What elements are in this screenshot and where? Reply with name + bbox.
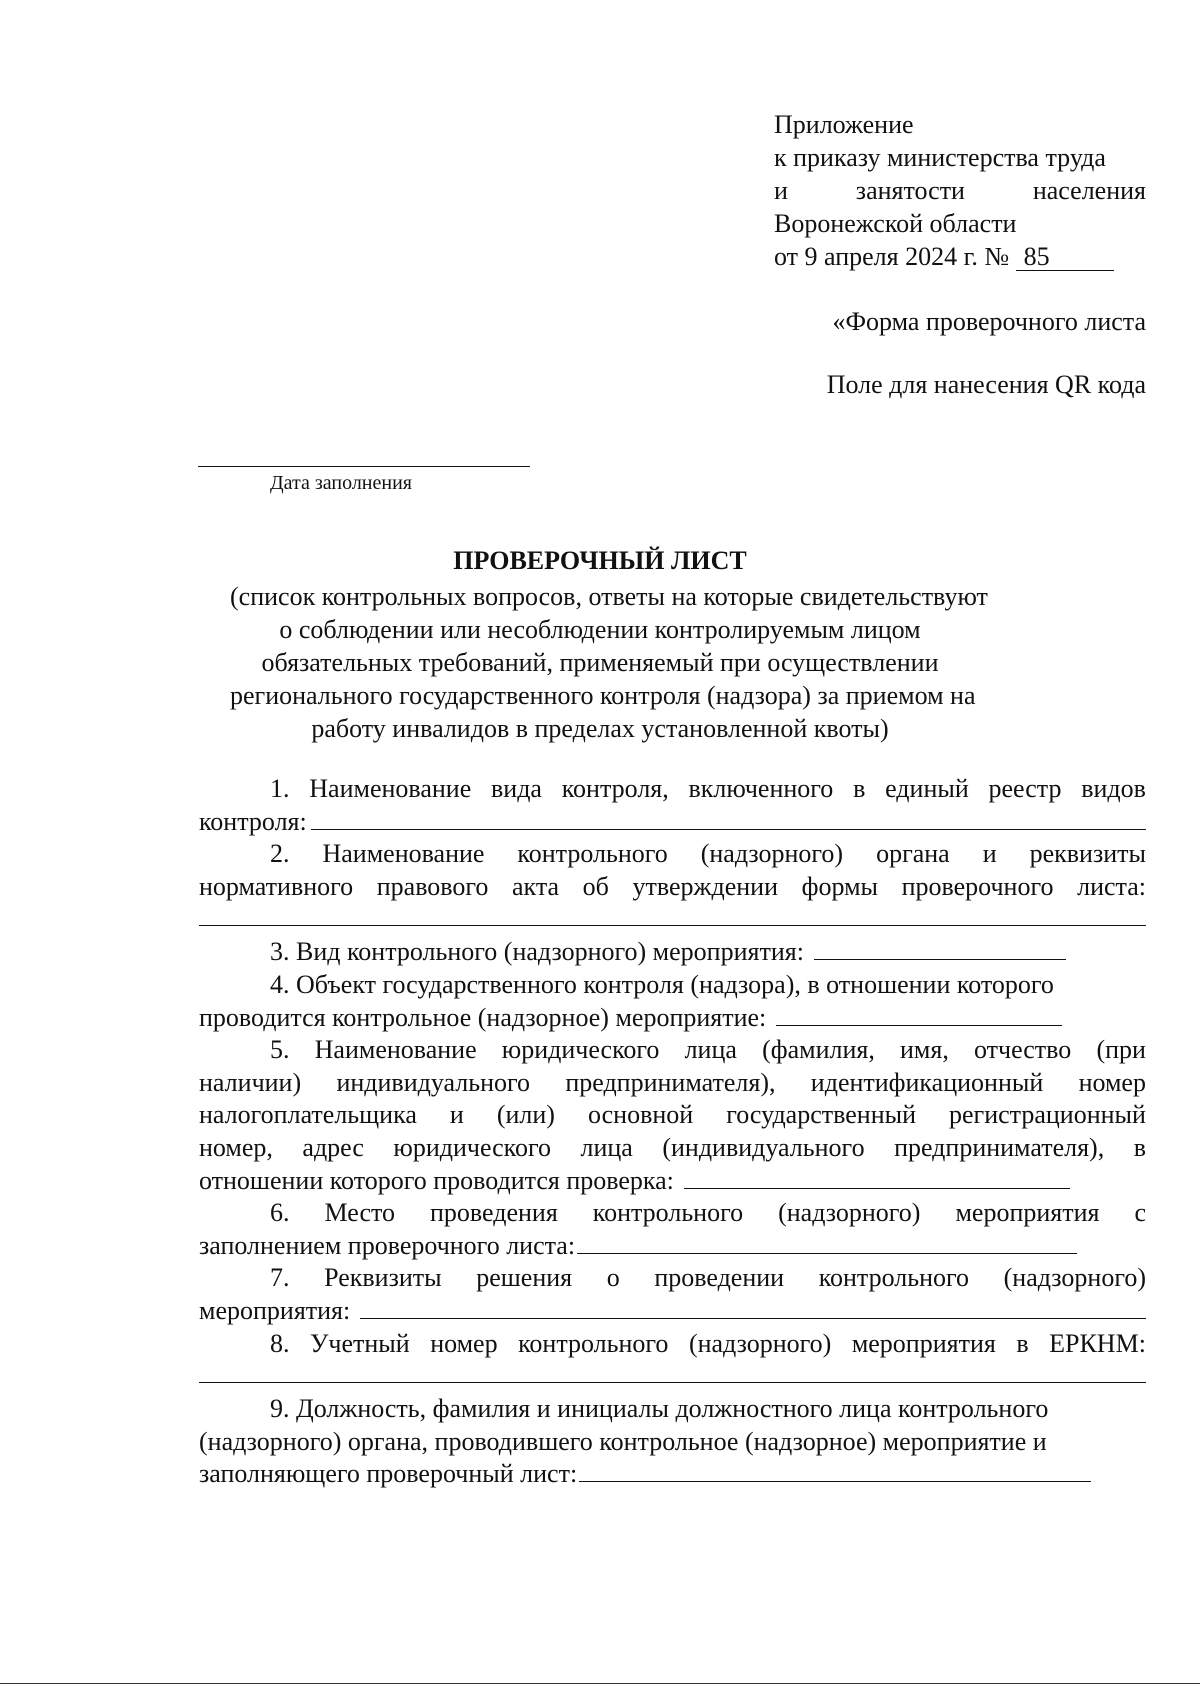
- word: Учетный: [310, 1328, 410, 1358]
- word: листа:: [1077, 871, 1146, 901]
- word: юридического: [501, 1035, 660, 1065]
- item-1-label: контроля:: [199, 806, 307, 836]
- date-label: Дата заполнения: [270, 472, 412, 494]
- order-number: 85: [1016, 244, 1114, 271]
- item-1: [199, 773, 1146, 838]
- word: контрольного: [518, 1328, 669, 1358]
- item-5-line-5: [199, 1165, 1146, 1198]
- word: проведения: [430, 1198, 558, 1228]
- word: отчество: [973, 1035, 1072, 1065]
- word: адрес: [302, 1132, 364, 1162]
- document-subtitle: [230, 580, 988, 745]
- item-6-label: заполнением проверочного листа:: [199, 1230, 576, 1260]
- word: мероприятия: [955, 1198, 1100, 1228]
- document-body: [199, 773, 1146, 1491]
- word: Место: [324, 1198, 396, 1228]
- item-5-line-2: [199, 1067, 1146, 1100]
- word: 5.: [270, 1035, 290, 1065]
- word: включенного: [688, 774, 834, 803]
- item-4: [199, 969, 1146, 1034]
- word: лица: [580, 1132, 633, 1162]
- word: 2.: [270, 839, 290, 869]
- subtitle-line: регионального государственного контроля (надзора) за приемом на: [230, 681, 976, 710]
- word: идентификационный: [810, 1067, 1044, 1097]
- word: имя,: [900, 1035, 949, 1065]
- appendix-header: [774, 108, 1146, 273]
- item-2: [199, 838, 1146, 926]
- word: номер: [430, 1328, 498, 1358]
- word: (или): [496, 1100, 555, 1130]
- authority-details-blank[interactable]: [199, 903, 1146, 926]
- item-8-line-1: [199, 1328, 1146, 1361]
- subtitle-line: о соблюдении или несоблюдении контролируемым лицом: [279, 615, 921, 644]
- word: номер,: [199, 1132, 273, 1162]
- item-9-label: заполняющего проверочный лист:: [199, 1459, 578, 1489]
- item-2-line-2: [199, 871, 1146, 904]
- item-7: [199, 1262, 1146, 1327]
- word: формы: [801, 871, 878, 901]
- item-6-line-2: [199, 1230, 1146, 1263]
- word: в: [1016, 1328, 1029, 1358]
- appendix-line-1: Приложение: [774, 110, 914, 139]
- subtitle-line: обязательных требований, применяемый при осуществлении: [261, 648, 939, 677]
- word: 6.: [270, 1198, 290, 1228]
- word: налогоплательщика: [199, 1100, 417, 1130]
- word: с: [1134, 1198, 1146, 1228]
- subtitle-line: (список контрольных вопросов, ответы на которые свидетельствуют: [230, 582, 988, 611]
- word: номер: [1078, 1067, 1146, 1097]
- form-title: «Форма проверочного листа: [832, 307, 1146, 336]
- order-date: от 9 апреля 2024 г. №: [774, 242, 1010, 271]
- word: юридического: [393, 1132, 552, 1162]
- word: и: [982, 839, 997, 869]
- control-type-blank[interactable]: [311, 807, 1146, 830]
- word: (индивидуального: [662, 1132, 865, 1162]
- appendix-line-3: [774, 174, 1146, 207]
- control-object-blank[interactable]: [776, 1003, 1062, 1026]
- word: занятости: [855, 176, 965, 205]
- word: органа: [876, 839, 950, 869]
- word: основной: [587, 1100, 694, 1130]
- word: проверочного: [901, 871, 1054, 901]
- word: ЕРКНМ:: [1049, 1328, 1146, 1358]
- item-8: [199, 1328, 1146, 1384]
- legal-entity-blank[interactable]: [684, 1166, 1070, 1189]
- item-3-label: 3. Вид контрольного (надзорного) мероприятия:: [270, 937, 804, 967]
- erknm-number-blank[interactable]: [199, 1360, 1146, 1383]
- item-6: [199, 1197, 1146, 1262]
- item-9: [199, 1393, 1146, 1491]
- word: решения: [476, 1263, 573, 1293]
- word: проведении: [654, 1263, 785, 1293]
- word: 7.: [270, 1263, 290, 1293]
- word: в: [1133, 1132, 1146, 1162]
- decision-details-blank[interactable]: [360, 1296, 1146, 1319]
- item-9-line-3: [199, 1458, 1146, 1491]
- word: населения: [1032, 176, 1146, 205]
- item-1-line-2: [199, 806, 1146, 839]
- document-title: ПРОВЕРОЧНЫЙ ЛИСТ: [453, 546, 747, 575]
- word: контрольного: [592, 1198, 744, 1228]
- item-5-line-4: [199, 1132, 1146, 1165]
- item-4-line-2: [199, 1002, 1146, 1035]
- word: и: [449, 1100, 464, 1130]
- word: регистрационный: [949, 1100, 1146, 1130]
- event-type-blank[interactable]: [814, 937, 1066, 960]
- item-3: [199, 936, 1146, 969]
- item-7-line-2: [199, 1295, 1146, 1328]
- word: о: [606, 1263, 620, 1293]
- official-name-blank[interactable]: [579, 1459, 1091, 1482]
- word: и: [774, 176, 788, 205]
- word: вида: [491, 774, 542, 803]
- word: Наименование: [309, 774, 472, 803]
- word: мероприятия: [851, 1328, 996, 1358]
- item-5: [199, 1034, 1146, 1197]
- word: 8.: [270, 1328, 290, 1358]
- word: лица: [684, 1035, 737, 1065]
- word: нормативного: [199, 871, 354, 901]
- item-9-line-1: 9. Должность, фамилия и инициалы должностного лица контрольного: [270, 1394, 1049, 1424]
- word: контрольного: [517, 839, 668, 869]
- word: контрольного: [818, 1263, 970, 1293]
- word: предпринимателя),: [565, 1067, 776, 1097]
- item-1-line-1: [199, 773, 1146, 806]
- word: Наименование: [322, 839, 485, 869]
- appendix-line-4: Воронежской области: [774, 209, 1017, 238]
- word: государственный: [726, 1100, 916, 1130]
- word: видов: [1081, 774, 1146, 803]
- word: (при: [1096, 1035, 1146, 1065]
- qr-code-field-label: Поле для нанесения QR кода: [826, 370, 1146, 399]
- event-place-blank[interactable]: [577, 1231, 1077, 1254]
- word: об: [582, 871, 609, 901]
- word: Наименование: [314, 1035, 477, 1065]
- word: утверждении: [632, 871, 779, 901]
- word: акта: [512, 871, 560, 901]
- word: правового: [376, 871, 489, 901]
- word: 1.: [270, 774, 290, 803]
- date-fill-line: [198, 466, 530, 467]
- word: (надзорного): [778, 1198, 921, 1228]
- appendix-line-2: к приказу министерства труда: [774, 143, 1106, 172]
- word: (надзорного): [688, 1328, 832, 1358]
- item-7-line-1: [199, 1262, 1146, 1295]
- item-6-line-1: [199, 1197, 1146, 1230]
- item-5-label: отношении которого проводится проверка:: [199, 1165, 674, 1195]
- item-9-line-2: (надзорного) органа, проводившего контрольное (надзорное) мероприятие и: [199, 1426, 1047, 1456]
- item-2-line-1: [199, 838, 1146, 871]
- word: единый: [885, 774, 969, 803]
- item-7-label: мероприятия:: [199, 1295, 351, 1325]
- scan-edge-line: [0, 1683, 1200, 1684]
- word: реестр: [988, 774, 1062, 803]
- word: (фамилия,: [762, 1035, 875, 1065]
- item-4-line-1: 4. Объект государственного контроля (надзора), в отношении которого: [270, 969, 1054, 999]
- word: Реквизиты: [324, 1263, 442, 1293]
- word: (надзорного): [700, 839, 844, 869]
- word: (надзорного): [1003, 1263, 1146, 1293]
- appendix-line-5: [774, 240, 1146, 273]
- word: индивидуального: [336, 1067, 531, 1097]
- word: в: [853, 774, 866, 803]
- subtitle-line: работу инвалидов в пределах установленной квоты): [311, 714, 889, 743]
- word: контроля,: [561, 774, 669, 803]
- item-4-label: проводится контрольное (надзорное) мероприятие:: [199, 1002, 767, 1032]
- word: наличии): [199, 1067, 302, 1097]
- word: предпринимателя),: [894, 1132, 1105, 1162]
- item-5-line-1: [199, 1034, 1146, 1067]
- item-5-line-3: [199, 1099, 1146, 1132]
- word: реквизиты: [1029, 839, 1146, 869]
